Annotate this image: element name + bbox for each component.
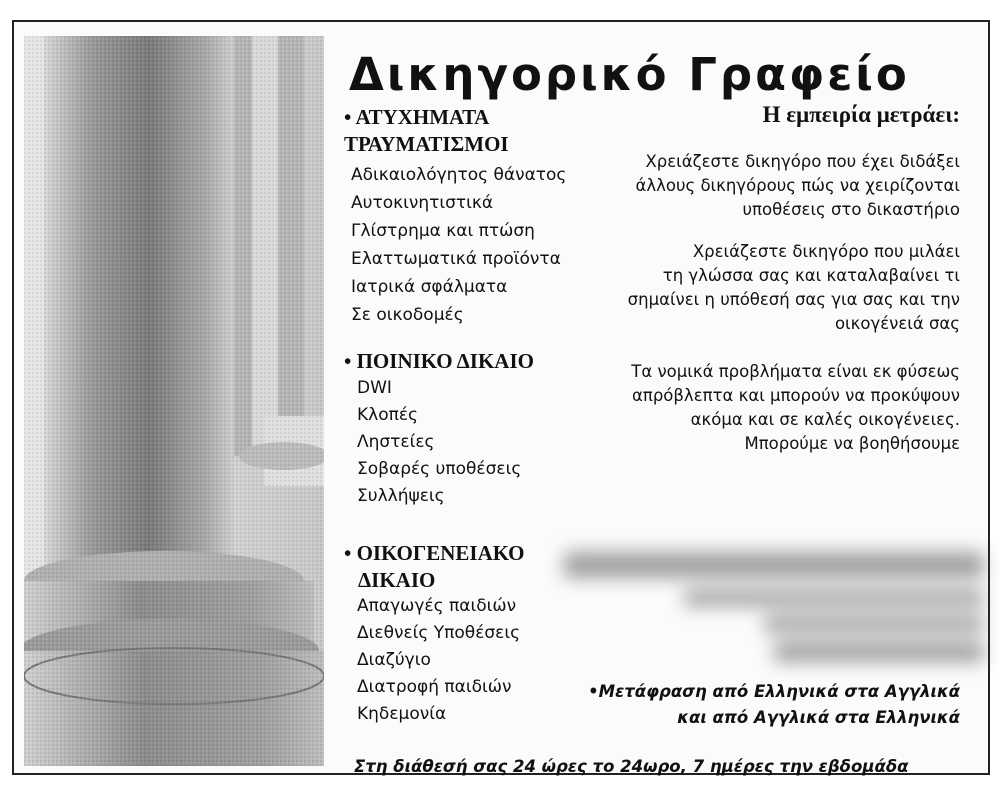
list-item: Διατροφή παιδιών: [357, 677, 512, 697]
list-item: DWI: [357, 378, 392, 398]
translation-services: [588, 679, 960, 731]
paragraph-line: Τα νομικά προβλήματα είναι εκ φύσεως: [631, 362, 960, 381]
paragraph-problems: [580, 360, 960, 456]
section-accidents-heading: [344, 104, 509, 158]
paragraph-line: σημαίνει η υπόθεσή σας για σας και την: [627, 290, 960, 309]
redacted-contact-block: [564, 542, 994, 667]
list-item: Αδικαιολόγητος θάνατος: [351, 165, 567, 185]
heading-line: • ΟΙΚΟΓΕΝΕΙΑΚΟ: [344, 541, 525, 565]
translation-line: •Μετάφραση από Ελληνικά στα Αγγλικά: [588, 682, 960, 701]
list-item: Διεθνείς Υποθέσεις: [357, 623, 521, 643]
column-photo: [24, 36, 324, 766]
list-item: Κλοπές: [357, 405, 419, 425]
experience-heading: Η εμπειρία μετράει:: [762, 102, 960, 127]
list-item: Ελαττωματικά προϊόντα: [351, 249, 561, 269]
paragraph-line: άλλους δικηγόρους πώς να χειρίζονται: [635, 176, 960, 195]
translation-line: και από Αγγλικά στα Ελληνικά: [677, 708, 960, 727]
paragraph-line: ακόμα και σε καλές οικογένειες.: [690, 410, 960, 429]
paragraph-line: Μπορούμε να βοηθήσουμε: [744, 434, 960, 453]
paragraph-line: απρόβλεπτα και μπορούν να προκύψουν: [632, 386, 960, 405]
list-item: Ιατρικά σφάλματα: [351, 277, 508, 297]
heading-line: • ΑΤΥΧΗΜΑΤΑ: [344, 105, 490, 129]
list-item: Κηδεμονία: [357, 704, 447, 724]
list-item: Σε οικοδομές: [351, 305, 464, 325]
heading-line: • ΠΟΙΝΙΚΟ ΔΙΚΑΙΟ: [344, 349, 534, 373]
list-item: Γλίστρημα και πτώση: [351, 221, 535, 241]
paragraph-line: Χρειάζεστε δικηγόρο που έχει διδάξει: [645, 152, 960, 171]
paragraph-line: υποθέσεις στο δικαστήριο: [742, 200, 960, 219]
heading-line: ΔΙΚΑΙΟ: [358, 568, 436, 592]
availability-note: Στη διάθεσή σας 24 ώρες το 24ωρο, 7 ημέρες την εβδομάδα: [354, 757, 909, 776]
list-item: Αυτοκινητιστικά: [351, 193, 494, 213]
paragraph-line: τη γλώσσα σας και καταλαβαίνει τι: [662, 266, 960, 285]
section-family-law-heading: [344, 540, 525, 594]
list-item: Απαγωγές παιδιών: [357, 596, 517, 616]
list-item: Ληστείες: [357, 432, 435, 452]
paragraph-line: Χρειάζεστε δικηγόρο που μιλάει: [692, 242, 960, 261]
advertisement-frame: [12, 20, 990, 775]
paragraph-teaching: [580, 150, 960, 222]
section-criminal-law-heading: [344, 348, 534, 375]
list-item: Διαζύγιο: [357, 650, 431, 670]
heading-line: ΤΡΑΥΜΑΤΙΣΜΟΙ: [344, 132, 509, 156]
paragraph-line: οικογένειά σας: [834, 314, 960, 333]
list-item: Σοβαρές υποθέσεις: [357, 459, 522, 479]
paragraph-language: [580, 240, 960, 336]
list-item: Συλλήψεις: [357, 486, 445, 506]
office-title: Δικηγορικό Γραφείο: [349, 48, 910, 101]
